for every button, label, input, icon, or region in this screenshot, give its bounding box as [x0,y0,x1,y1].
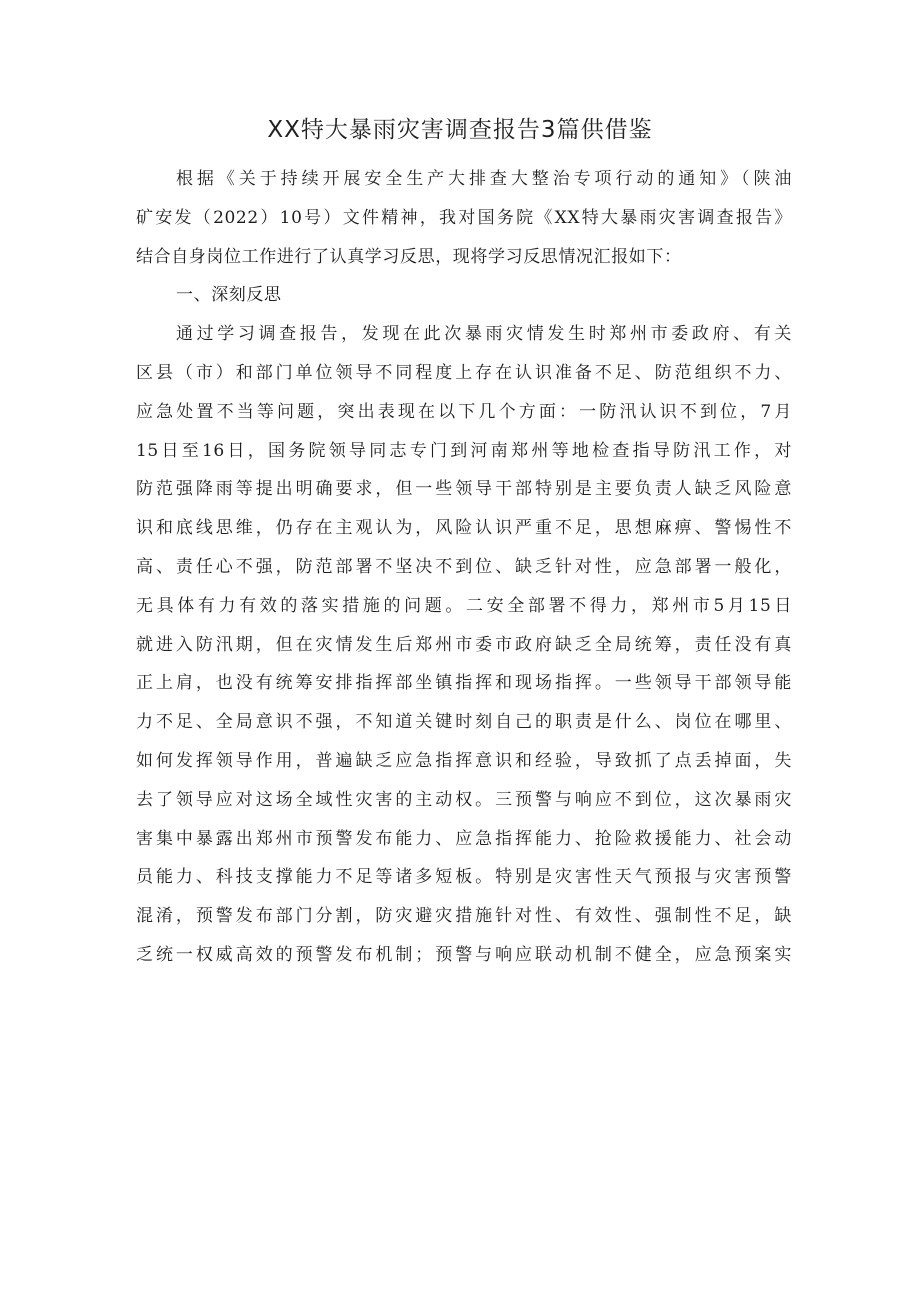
paragraph-line: 结合自身岗位工作进行了认真学习反思，现将学习反思情况汇报如下： [136,246,682,267]
paragraph-line: 无具体有力有效的落实措施的问题。二安全部署不得力，郑州市5月15日 [136,595,792,616]
paragraph-line: 15日至16日，国务院领导同志专门到河南郑州等地检查指导防汛工作，对 [136,440,792,461]
paragraph-line: 矿安发（2022）10号）文件精神，我对国务院《XX特大暴雨灾害调查报告》 [136,207,792,228]
paragraph-line: 员能力、科技支撑能力不足等诸多短板。特别是灾害性天气预报与灾害预警 [136,867,792,888]
paragraph-line: 力不足、全局意识不强，不知道关键时刻自己的职责是什么、岗位在哪里、 [136,712,792,733]
document-title: XX特大暴雨灾害调查报告3篇供借鉴 [267,117,653,143]
paragraph-line: 应急处置不当等问题，突出表现在以下几个方面：一防汛认识不到位，7月 [136,401,792,422]
paragraph-line: 识和底线思维，仍存在主观认为，风险认识严重不足，思想麻痹、警惕性不 [136,518,792,539]
document-body [136,160,792,975]
paragraph-line: 根据《关于持续开展安全生产大排查大整治专项行动的通知》（陕油 [176,169,792,189]
paragraph-line: 通过学习调查报告，发现在此次暴雨灾情发生时郑州市委政府、有关 [176,324,792,345]
paragraph-line: 就进入防汛期，但在灾情发生后郑州市委市政府缺乏全局统筹，责任没有真 [136,634,792,655]
paragraph-line: 乏统一权威高效的预警发布机制；预警与响应联动机制不健全，应急预案实 [136,944,792,965]
paragraph-line: 如何发挥领导作用，普遍缺乏应急指挥意识和经验，导致抓了点丢掉面，失 [136,750,792,771]
paragraph-line: 防范强降雨等提出明确要求，但一些领导干部特别是主要负责人缺乏风险意 [136,479,792,500]
paragraph-line: 正上肩，也没有统筹安排指挥部坐镇指挥和现场指挥。一些领导干部领导能 [136,673,792,694]
paragraph-line: 害集中暴露出郑州市预警发布能力、应急指挥能力、抢险救援能力、社会动 [136,828,792,849]
section-heading: 一、深刻反思 [176,285,282,306]
paragraph-line: 去了领导应对这场全域性灾害的主动权。三预警与响应不到位，这次暴雨灾 [136,789,792,810]
paragraph-line: 混淆，预警发布部门分割，防灾避灾措施针对性、有效性、强制性不足，缺 [136,906,792,927]
paragraph-line: 高、责任心不强，防范部署不坚决不到位、缺乏针对性，应急部署一般化， [136,556,792,577]
paragraph-line: 区县（市）和部门单位领导不同程度上存在认识准备不足、防范组织不力、 [136,362,792,383]
